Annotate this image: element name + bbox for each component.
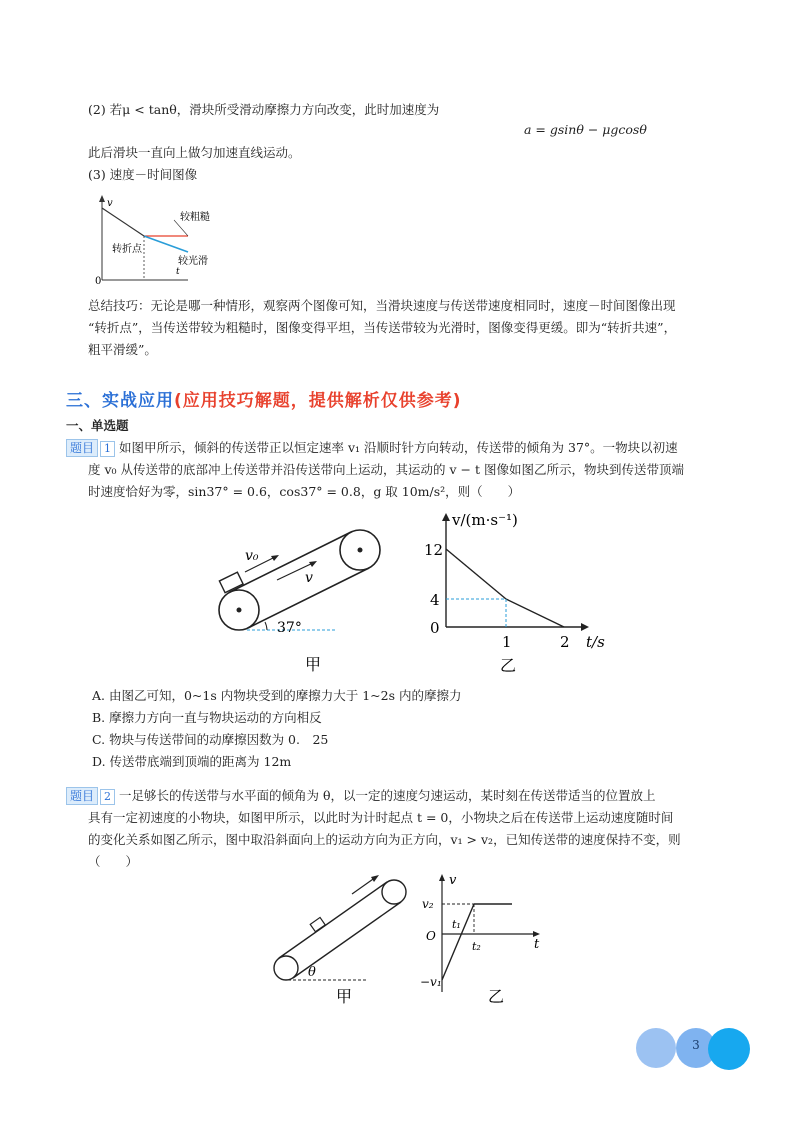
q2-fig-b-rising-line — [442, 904, 474, 980]
small-graph-v-arrow — [99, 195, 105, 202]
q2-line-1 — [66, 786, 656, 806]
q1-fig-b-caption: 乙 — [500, 656, 517, 675]
q1-fig-b-ylabel: v/(m·s⁻¹) — [452, 511, 518, 529]
paragraph-uniform-acceleration: 此后滑块一直向上做匀加速直线运动。 — [88, 145, 301, 160]
q1-fig-b-t-arrow — [581, 623, 589, 631]
q1-fig-a-v0-label: v₀ — [245, 548, 259, 564]
small-graph-label-rough: 较粗糙 — [180, 212, 210, 223]
q1-fig-a-caption: 甲 — [305, 655, 322, 674]
q2-fig-b-caption: 乙 — [488, 987, 505, 1006]
q2-line-2: 具有一定初速度的小物块，如图甲所示，以此时为计时起点 t = 0，小物块之后在传送带上运动速度随时间 — [88, 810, 674, 825]
q1-fig-b-segment-1 — [446, 549, 506, 599]
q1-line-2: 度 v₀ 从传送带的底部冲上传送带并沿传送带向上运动，其运动的 v − t 图像如图乙所示，物块到传送带顶端 — [88, 462, 684, 477]
q1-fig-a-bottom-axle — [237, 608, 242, 613]
q1-fig-b-v-arrow — [442, 513, 450, 521]
q1-text-1: 如图甲所示，倾斜的传送带正以恒定速率 v₁ 沿顺时针方向转动，传送带的倾角为 37°。一物块以初速 — [119, 440, 678, 455]
q1-fig-b-y4: 4 — [430, 591, 440, 609]
acceleration-formula: a = gsinθ − μgcosθ — [524, 122, 647, 137]
q1-fig-a-angle: 37° — [277, 620, 302, 636]
q2-fig-b-origin: O — [426, 929, 436, 943]
small-graph-t-label: t — [176, 267, 180, 277]
page-circle-left — [636, 1028, 676, 1068]
q1-fig-a-v-label: v — [305, 570, 313, 586]
q1-option-b[interactable]: B. 摩擦力方向一直与物块运动的方向相反 — [92, 710, 322, 725]
subheading-single-choice: 一、单选题 — [66, 418, 129, 433]
summary-line-1: 总结技巧：无论是哪一种情形，观察两个图像可知，当滑块速度与传送带速度相同时，速度－时间图像出现 — [88, 298, 676, 313]
q2-fig-b-t1: t₁ — [452, 918, 461, 931]
q2-fig-a-arrowhead — [371, 875, 379, 882]
small-graph-initial-line — [102, 208, 144, 236]
q2-fig-b-t-label: t — [534, 937, 540, 952]
q2-figure-a — [268, 868, 418, 1008]
q2-fig-b-v-arrow — [439, 874, 445, 881]
small-graph-origin: 0 — [95, 276, 102, 287]
q1-fig-a-top-axle — [358, 548, 363, 553]
q1-fig-b-x1: 1 — [502, 633, 512, 651]
q1-option-d[interactable]: D. 传送带底端到顶端的距离为 12m — [92, 754, 292, 769]
q2-fig-b-t2: t₂ — [472, 940, 481, 953]
q1-line-1 — [66, 438, 678, 458]
q2-text-1: 一足够长的传送带与水平面的倾角为 θ，以一定的速度匀速运动，某时刻在传送带适当的位置放上 — [119, 788, 656, 803]
q2-line-3: 的变化关系如图乙所示，图中取沿斜面向上的运动方向为正方向，v₁ > v₂，已知传送带的速度保持不变，则 — [88, 832, 681, 847]
small-graph-label-smooth: 较光滑 — [178, 256, 208, 267]
q1-figure-b — [418, 505, 618, 680]
q2-line-4: （ ） — [88, 854, 139, 869]
section-title — [66, 386, 462, 411]
q1-fig-b-segment-2 — [506, 599, 564, 627]
q1-badge: 题目 — [66, 439, 98, 457]
page-number: 3 — [692, 1038, 700, 1052]
q1-fig-b-x2: 2 — [560, 633, 570, 651]
q2-fig-a-theta: θ — [308, 965, 316, 980]
q1-option-c[interactable]: C. 物块与传送带间的动摩擦因数为 0. 25 — [92, 732, 329, 747]
q1-number: 1 — [100, 441, 115, 457]
q2-number: 2 — [100, 789, 115, 805]
summary-line-3: 粗平滑缓”。 — [88, 342, 157, 357]
q1-option-a[interactable]: A. 由图乙可知，0~1s 内物块受到的摩擦力大于 1~2s 内的摩擦力 — [92, 688, 462, 703]
q2-fig-b-neg-v1: −v₁ — [420, 975, 442, 989]
q1-fig-b-origin: 0 — [430, 619, 440, 637]
q2-badge: 题目 — [66, 787, 98, 805]
section-title-main: 三、实战应用 — [66, 391, 174, 411]
small-graph-smooth-line — [144, 236, 188, 252]
q1-fig-a-v0-arrowhead — [271, 555, 279, 561]
q1-fig-b-y12: 12 — [424, 541, 444, 559]
q1-fig-b-xlabel: t/s — [586, 633, 605, 651]
q1-figure-a — [205, 520, 405, 680]
small-graph-label-turn: 转折点 — [112, 244, 142, 255]
section-title-sub: (应用技巧解题，提供解析仅供参考) — [174, 391, 462, 411]
q2-fig-a-belt-top — [279, 882, 387, 958]
paragraph-vt-graph-heading: (3) 速度－时间图像 — [88, 167, 198, 182]
q2-fig-a-caption: 甲 — [336, 987, 353, 1006]
summary-line-2: “转折点”，当传送带较为粗糙时，图像变得平坦，当传送带较为光滑时，图像变得更缓。即为“转折共速”， — [88, 320, 677, 335]
q1-line-3: 时速度恰好为零，sin37° = 0.6，cos37° = 0.8，g 取 10m/s²，则（ ） — [88, 484, 521, 499]
small-graph-v-label: v — [107, 198, 113, 209]
q2-fig-a-block — [310, 917, 325, 931]
small-vt-graph — [88, 192, 238, 287]
q2-fig-b-v2: v₂ — [422, 897, 434, 911]
q1-fig-a-angle-arc — [265, 622, 267, 630]
q2-fig-b-v-label: v — [449, 873, 457, 888]
q2-figure-b — [416, 868, 556, 1008]
paragraph-case2: (2) 若μ < tanθ，滑块所受滑动摩擦力方向改变，此时加速度为 — [88, 102, 440, 117]
q1-fig-a-v-arrowhead — [309, 561, 317, 567]
